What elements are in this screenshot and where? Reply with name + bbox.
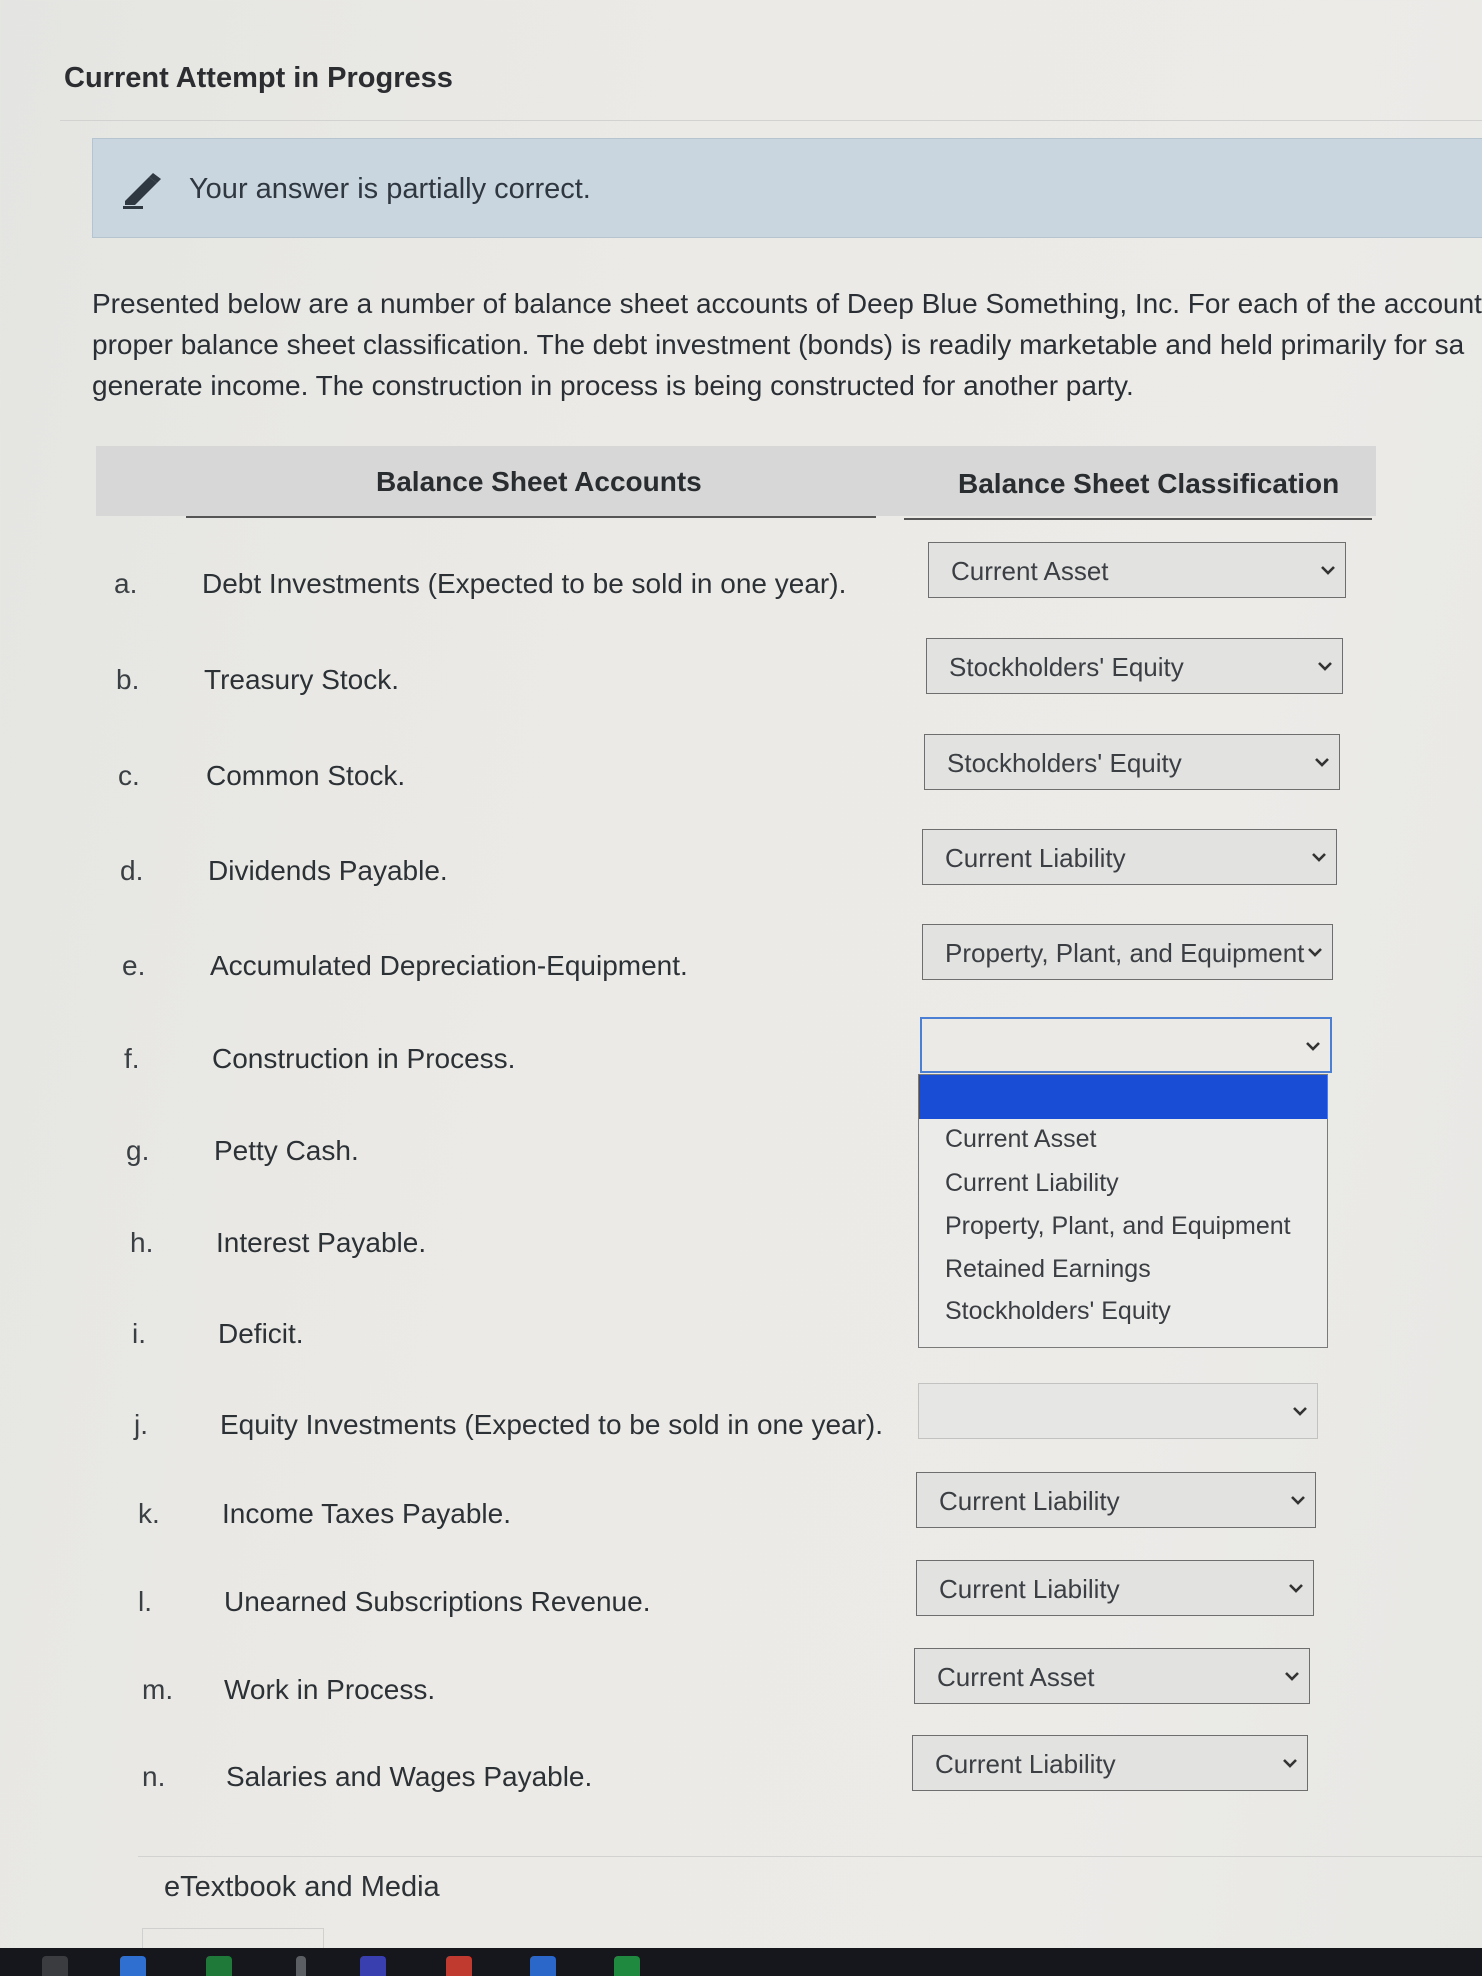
app-icon[interactable] [206,1956,232,1976]
classification-value: Current Liability [945,843,1126,873]
classification-value: Stockholders' Equity [949,652,1184,682]
table-row [0,938,1482,1010]
classification-value: Property, Plant, and Equipment [945,938,1305,968]
account-name: Common Stock. [206,760,406,791]
account-name: Treasury Stock. [204,664,400,695]
etextbook-label: eTextbook and Media [164,1871,440,1903]
etextbook-section[interactable] [138,1856,1482,1919]
classification-select-f[interactable] [920,1017,1332,1073]
settings-icon[interactable] [42,1956,68,1976]
dropdown-option[interactable]: Retained Earnings [945,1255,1151,1283]
chevron-down-icon [1311,751,1333,773]
chevron-down-icon [1285,1577,1307,1599]
header-rule [186,516,876,518]
table-row [0,652,1482,724]
app-icon[interactable] [296,1956,306,1976]
instructions [92,283,1482,406]
classification-value: Current Asset [951,556,1109,586]
row-letter: b. [116,664,140,695]
app-icon[interactable] [614,1956,640,1976]
row-letter: j. [134,1409,148,1440]
feedback-banner [92,138,1482,238]
table-row [0,1486,1482,1558]
app-icon[interactable] [120,1956,146,1976]
table-row [0,748,1482,820]
dropdown-option[interactable]: Current Asset [945,1125,1097,1153]
dropdown-option[interactable]: Property, Plant, and Equipment [945,1212,1291,1240]
chevron-down-icon [1289,1400,1311,1422]
table-row [0,1662,1482,1734]
table-row [0,556,1482,628]
dropdown-option[interactable]: Current Liability [945,1169,1119,1197]
classification-value: Current Liability [939,1486,1120,1516]
row-letter: l. [138,1586,152,1617]
chevron-down-icon [1281,1665,1303,1687]
row-letter: a. [114,568,138,599]
column-header-accounts: Balance Sheet Accounts [376,466,702,497]
app-icon[interactable] [446,1956,472,1976]
classification-select-k[interactable] [916,1472,1316,1528]
table-row [0,843,1482,915]
table-row [0,1574,1482,1646]
classification-value: Stockholders' Equity [947,748,1182,778]
account-name: Income Taxes Payable. [222,1498,511,1529]
account-name: Equity Investments (Expected to be sold in one year). [220,1409,884,1440]
row-letter: h. [130,1227,154,1258]
chevron-down-icon [1279,1752,1301,1774]
classification-select-d[interactable] [922,829,1337,885]
feedback-message: Your answer is partially correct. [189,173,591,205]
taskbar [0,1948,1482,1976]
chevron-down-icon [1308,846,1330,868]
chevron-down-icon [1302,1035,1324,1057]
app-icon[interactable] [360,1956,386,1976]
account-name: Petty Cash. [214,1135,359,1166]
classification-select-b[interactable] [926,638,1343,694]
classification-value: Current Asset [937,1662,1095,1692]
classification-select-j[interactable] [918,1383,1318,1439]
dropdown-option-blank[interactable] [919,1075,1327,1119]
row-letter: f. [124,1043,140,1074]
account-name: Accumulated Depreciation-Equipment. [210,950,688,981]
divider [60,120,1482,121]
page-title: Current Attempt in Progress [64,62,453,94]
classification-value: Current Liability [939,1574,1120,1604]
account-name: Unearned Subscriptions Revenue. [224,1586,651,1617]
row-letter: e. [122,950,146,981]
account-name: Deficit. [218,1318,304,1349]
instructions-line: Presented below are a number of balance sheet accounts of Deep Blue Something, Inc. For each of the account [92,288,1482,319]
column-header-classification: Balance Sheet Classification [958,468,1340,499]
account-name: Debt Investments (Expected to be sold in one year). [202,568,847,599]
row-letter: g. [126,1135,150,1166]
classification-dropdown-list[interactable] [918,1074,1328,1348]
row-letter: c. [118,760,140,791]
table-header [96,446,1376,516]
classification-select-a[interactable] [928,542,1346,598]
dropdown-option[interactable]: Stockholders' Equity [945,1297,1171,1325]
account-name: Dividends Payable. [208,855,448,886]
row-letter: i. [132,1318,146,1349]
classification-select-n[interactable] [912,1735,1308,1791]
account-name: Salaries and Wages Payable. [226,1761,593,1792]
table-row [0,1409,1482,1469]
header-rule [904,518,1372,520]
app-icon[interactable] [530,1956,556,1976]
pencil-icon [119,167,163,211]
account-name: Construction in Process. [212,1043,516,1074]
account-name: Interest Payable. [216,1227,427,1258]
classification-value: Current Liability [935,1749,1116,1779]
classification-select-e[interactable] [922,924,1333,980]
classification-select-l[interactable] [916,1560,1314,1616]
instructions-line: proper balance sheet classification. The debt investment (bonds) is readily marketable and held primarily for sa [92,329,1465,360]
account-name: Work in Process. [224,1674,436,1705]
table-row [0,1749,1482,1821]
row-letter: m. [142,1674,174,1705]
classification-select-m[interactable] [914,1648,1310,1704]
chevron-down-icon [1287,1489,1309,1511]
row-letter: k. [138,1498,160,1529]
chevron-down-icon [1317,559,1339,581]
etextbook-tab [142,1928,324,1949]
classification-select-c[interactable] [924,734,1340,790]
instructions-line: generate income. The construction in process is being constructed for another party. [92,370,1134,401]
chevron-down-icon [1304,941,1326,963]
row-letter: d. [120,855,144,886]
row-letter: n. [142,1761,166,1792]
chevron-down-icon [1314,655,1336,677]
